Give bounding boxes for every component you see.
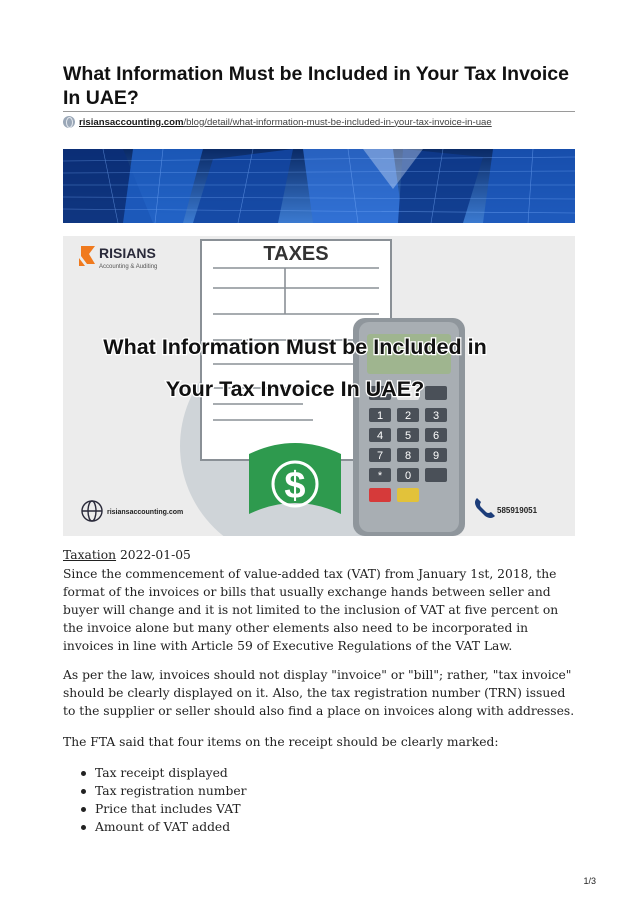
source-domain[interactable]: risiansaccounting.com: [79, 116, 184, 128]
hero-image: [63, 236, 575, 536]
calc-key: 2: [404, 410, 412, 422]
dollar-icon: $: [284, 465, 306, 507]
category-link[interactable]: Taxation: [63, 548, 117, 562]
list-item: Amount of VAT added: [63, 818, 246, 836]
publish-date: 2022-01-05: [119, 548, 191, 562]
list-item: Tax receipt displayed: [63, 764, 246, 782]
globe-icon: [63, 116, 75, 128]
calc-key: 4: [376, 430, 384, 442]
calc-key: 8: [404, 450, 412, 462]
calc-key: 9: [432, 450, 440, 462]
skyscraper-banner-image: [63, 149, 575, 223]
hero-headline-line2: Your Tax Invoice In UAE?: [165, 377, 425, 401]
article-meta: [63, 547, 191, 563]
list-item: Price that includes VAT: [63, 800, 246, 818]
hero-form-heading: TAXES: [263, 243, 329, 265]
page-number: 1/3: [583, 876, 596, 886]
paragraph-3: The FTA said that four items on the receipt should be clearly marked:: [63, 735, 499, 749]
calc-key: 1: [376, 410, 384, 422]
calc-key: 5: [404, 430, 412, 442]
paragraph-2: As per the law, invoices should not display "invoice" or "bill"; rather, "tax invoice" should be clearly displayed on it. Also, the tax registration number (TRN) issued to the supplier or seller should also find a place on invoices along with addresses.: [63, 668, 575, 718]
calc-key: 3: [432, 410, 440, 422]
calc-key: *: [377, 470, 383, 482]
hero-headline-line1: What Information Must be Included in: [103, 335, 487, 359]
hero-brand-tagline: Accounting & Auditing: [99, 264, 158, 270]
article-title: What Information Must be Included in Your Tax Invoice In UAE?: [63, 63, 569, 109]
calc-key: 0: [404, 470, 412, 482]
source-path[interactable]: /blog/detail/what-information-must-be-included-in-your-tax-invoice-in-uae: [183, 116, 492, 128]
calc-key: 7: [376, 450, 384, 462]
hero-phone: 585919051: [497, 506, 538, 515]
paragraph-1: Since the commencement of value-added tax (VAT) from January 1st, 2018, the format of the invoices or bills that usually exchange hands between seller and buyer will change and it is not limited to the inclusion of VAT at five percent on the invoice alone but many other elements also need to be incorporated in invoices in line with Article 59 of Executive Regulations of the VAT Law.: [63, 567, 559, 653]
calc-key: 6: [432, 430, 440, 442]
list-item: Tax registration number: [63, 782, 246, 800]
hero-brand-name: RISIANS: [99, 245, 156, 261]
required-items-list: [63, 764, 246, 836]
title-divider: [63, 111, 575, 112]
hero-website: risiansaccounting.com: [107, 509, 184, 516]
source-link[interactable]: [63, 116, 492, 128]
